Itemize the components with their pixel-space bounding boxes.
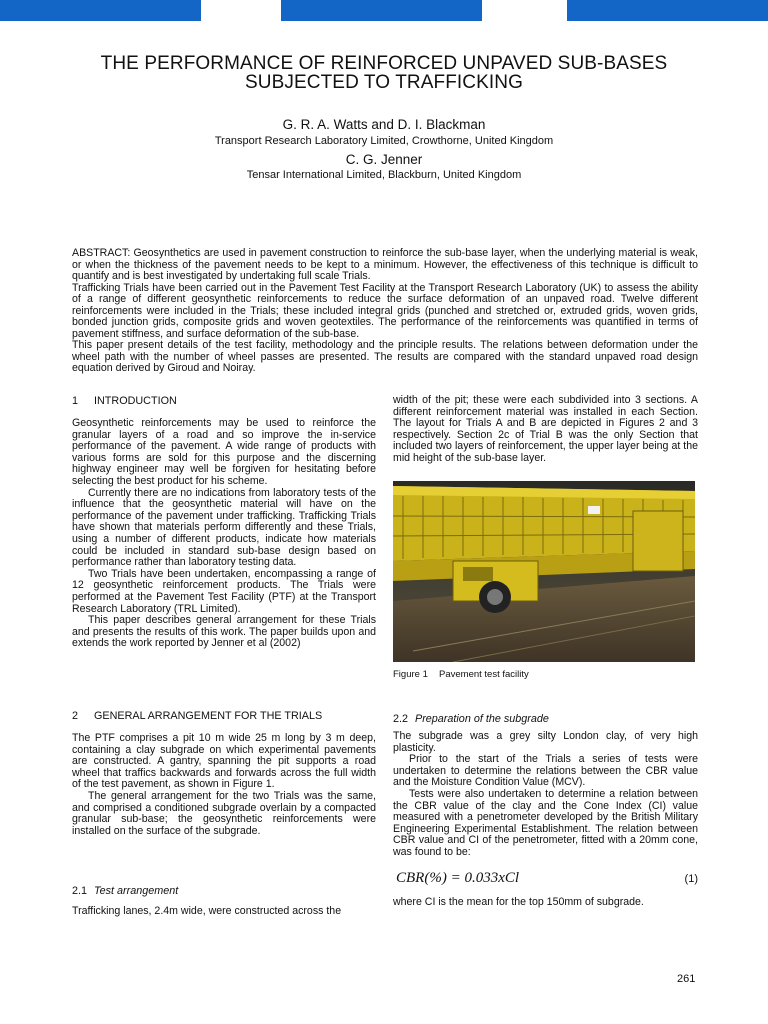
section-2-1-number: 2.1 bbox=[72, 885, 88, 897]
equation-variable: xCl bbox=[498, 870, 520, 886]
section-2-body bbox=[72, 733, 376, 837]
right-column-top-text bbox=[393, 395, 698, 465]
abstract-para-1: ABSTRACT: Geosynthetics are used in pavement construction to reinforce the sub-base layer, when the underlying material is weak, or when the thickness of the pavement needs to be kept to a minimum. However, the effectiveness of this technique is difficult to quantify and is best investigated by undertaking full scale Trials. bbox=[72, 247, 698, 282]
figure-1-caption-text: Pavement test facility bbox=[439, 669, 529, 680]
section-1-heading bbox=[72, 395, 177, 407]
section-2-heading bbox=[72, 710, 322, 722]
section-2-1-title: Test arrangement bbox=[94, 885, 179, 897]
figure-1-label: Figure 1 bbox=[393, 669, 428, 680]
header-bar-center bbox=[281, 0, 482, 21]
header-bar-left bbox=[0, 0, 201, 21]
equation-number: (1) bbox=[684, 873, 698, 885]
abstract-para-2: Trafficking Trials have been carried out in the Pavement Test Facility at the Transport Research Laboratory (UK) to assess the ability of a range of different geosynthetic reinforcements to reduce the surface deformation of an unpaved road. Twelve different reinforcements were included in the Trials; these included integral grids (punched and stretched or, extruded grids, woven grids, bonded junction grids, composite grids and woven geotextiles. The performance of the reinforcements was quantified in terms of pavement stiffness, and surface deformation of the sub-base. bbox=[72, 281, 698, 340]
section-2-1-body bbox=[72, 906, 376, 918]
section-2-1-heading bbox=[72, 885, 178, 897]
page-number: 261 bbox=[677, 973, 696, 985]
abstract bbox=[72, 248, 698, 375]
affiliation-2: Tensar International Limited, Blackburn, United Kingdom bbox=[246, 169, 522, 181]
sec1-para-4: This paper describes general arrangement for these Trials and presents the results of this work. The paper builds upon and extends the work reported by Jenner et al (2002) bbox=[72, 614, 376, 650]
section-1-body bbox=[72, 418, 376, 650]
pavement-test-facility-image bbox=[393, 481, 695, 662]
section-2-title: GENERAL ARRANGEMENT FOR THE TRIALS bbox=[94, 710, 323, 722]
authors-1: G. R. A. Watts and D. I. Blackman bbox=[282, 117, 486, 132]
header-bar-right bbox=[567, 0, 768, 21]
section-2-2-number: 2.2 bbox=[393, 713, 409, 725]
continued-para: width of the pit; these were each subdivided into 3 sections. A different reinforcement material was installed in each Section. The layout for Trials A and B are depicted in Figures 2 and 3 respectively. Section 2c of Trial B was the only Section that included two layers of reinforcement, the upper layer being at the mid height of the sub-base layer. bbox=[393, 394, 698, 464]
section-2-2-title: Preparation of the subgrade bbox=[415, 713, 549, 725]
sec1-para-3: Two Trials have been undertaken, encompassing a range of 12 geosynthetic reinforcement products. The Trials were performed at the Pavement Test Facility (PTF) at the Transport Research Laboratory (TRL Limited). bbox=[72, 567, 376, 615]
after-equation-text: where CI is the mean for the top 150mm of subgrade. bbox=[393, 896, 644, 908]
authors-2: C. G. Jenner bbox=[345, 152, 423, 167]
sec22-para-2: Prior to the start of the Trials a series of tests were undertaken to determine the relations between the CBR value and the Moisture Condition Value (MCV). bbox=[393, 753, 698, 789]
section-1-title: INTRODUCTION bbox=[94, 395, 177, 407]
title-line-1: THE PERFORMANCE OF REINFORCED UNPAVED SUB-BASES bbox=[100, 53, 668, 74]
equation-lhs: CBR(%) = 0.033 bbox=[396, 870, 499, 886]
paper-title bbox=[40, 54, 728, 92]
section-2-number: 2 bbox=[72, 710, 79, 722]
sec1-para-2: Currently there are no indications from laboratory tests of the influence that the geosynthetic material will have on the performance of the pavement under trafficking. Trafficking Trials have shown that materials perform differently and these Trials, using a number of different products, indicate how materials could be included in standard sub-base design based on performance rather than laboratory testing data. bbox=[72, 486, 376, 569]
sec2-para-2: The general arrangement for the two Trials was the same, and comprised a conditioned subgrade overlain by a compacted granular sub-base; the geosynthetic reinforcements were installed on the surface of the subgrade. bbox=[72, 789, 376, 837]
sec22-para-3: Tests were also undertaken to determine a relation between the CBR value of the clay and the Cone Index (CI) value measured with a penetrometer developed by the British Military Engineering Experimental Establishment. The relation between CBR value and CI of the penetrometer, fitted with a 20mm cone, was found to be: bbox=[393, 787, 698, 858]
sec1-para-1: Geosynthetic reinforcements may be used to reinforce the granular layers of a road and so improve the in-service performance of the pavement. A wide range of products with various forms are sold for this purpose and the discerning highway engineer may well be forgiven for hesitating before selecting the best product for his scheme. bbox=[72, 417, 376, 487]
section-2-2-heading bbox=[393, 713, 549, 725]
figure-1-photo bbox=[393, 481, 695, 662]
abstract-para-3: This paper present details of the test facility, methodology and the principle results. The relations between deformation under the wheel path with the number of wheel passes are presented. The results are compared with the standard unpaved road design equation derived by Giroud and Noiray. bbox=[72, 339, 698, 374]
figure-1-caption bbox=[393, 669, 529, 680]
section-2-2-body bbox=[393, 731, 698, 859]
section-1-number: 1 bbox=[72, 395, 79, 407]
sec2-para-1: The PTF comprises a pit 10 m wide 25 m long by 3 m deep, containing a clay subgrade on which experimental pavements are constructed. A gantry, spanning the pit supports a road wheel that traffics backwards and forwards across the full width of the test pavement, as shown in Figure 1. bbox=[72, 732, 376, 791]
equation-1 bbox=[396, 870, 698, 887]
title-line-2: SUBJECTED TO TRAFFICKING bbox=[245, 72, 523, 93]
sec22-para-1: The subgrade was a grey silty London clay, of very high plasticity. bbox=[393, 730, 698, 754]
sec21-para-1: Trafficking lanes, 2.4m wide, were constructed across the bbox=[72, 905, 342, 917]
affiliation-1: Transport Research Laboratory Limited, Crowthorne, United Kingdom bbox=[214, 135, 554, 147]
